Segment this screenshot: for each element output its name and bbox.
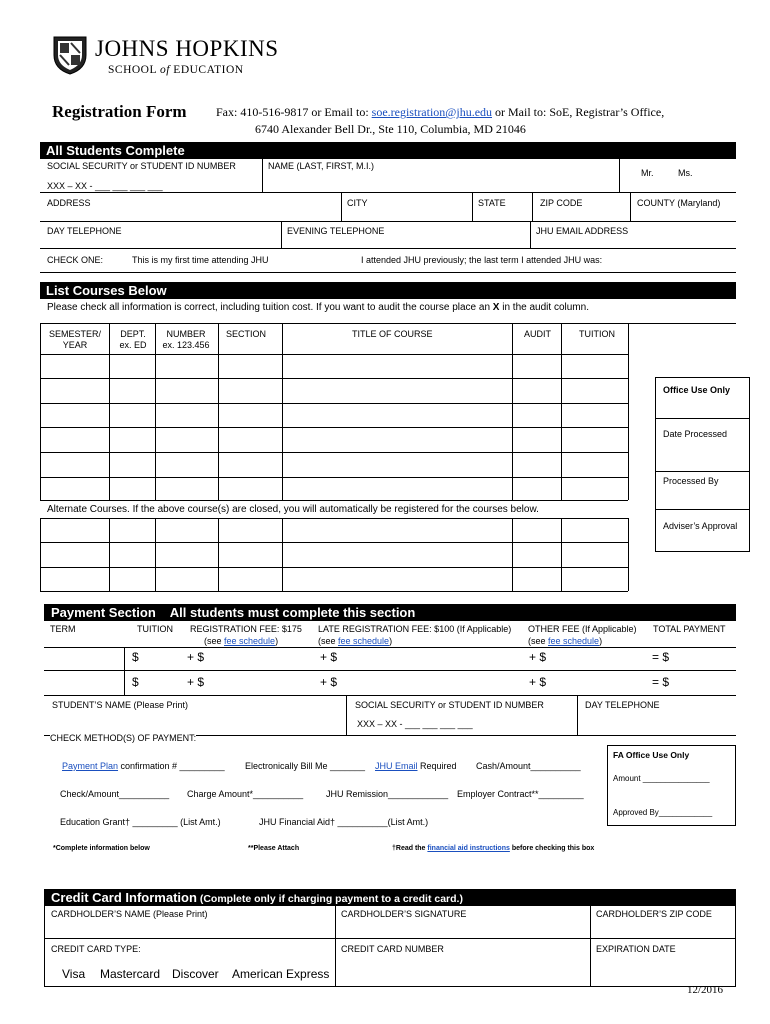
form-revision-date: 12/2016 — [687, 984, 724, 996]
fa-amount-label: Amount _______________ — [613, 774, 710, 783]
other-fee-plus-2: + $ — [529, 675, 547, 689]
charge-amount-option[interactable]: Charge Amount*__________ — [187, 789, 304, 799]
reg-fee-plus-2: + $ — [187, 675, 205, 689]
jhu-email-link[interactable]: JHU Email — [375, 761, 418, 771]
day-phone-label: DAY TELEPHONE — [47, 226, 122, 236]
section-header-credit: Credit Card Information (Complete only if charging payment to a credit card.) — [44, 889, 736, 906]
ssn-label: SOCIAL SECURITY or STUDENT ID NUMBER — [47, 161, 236, 171]
note-financial-aid: †Read the financial aid instructions before checking this box — [392, 845, 595, 852]
col-dept: DEPT. ex. ED — [119, 329, 147, 350]
county-label: COUNTY (Maryland) — [637, 198, 721, 208]
school-name: SCHOOL of EDUCATION — [108, 64, 244, 76]
term-label: TERM — [50, 624, 76, 634]
university-shield-logo — [52, 35, 88, 75]
attended-previously-option[interactable]: I attended JHU previously; the last term I attended JHU was: — [361, 255, 603, 265]
other-fee-label: OTHER FEE (If Applicable) — [528, 624, 637, 634]
bill-me-option[interactable]: Electronically Bill Me _______ — [245, 761, 366, 771]
payment-day-phone-label: DAY TELEPHONE — [585, 700, 660, 710]
reg-fee-plus-1: + $ — [187, 650, 205, 664]
section-header-payment: Payment Section All students must complete this section — [44, 604, 736, 621]
tuition-label: TUITION — [137, 624, 173, 634]
first-time-option[interactable]: This is my first time attending JHU — [132, 255, 269, 265]
total-eq-1: = $ — [652, 650, 670, 664]
expiration-label: EXPIRATION DATE — [596, 944, 676, 954]
col-number: NUMBER ex. 123.456 — [162, 329, 210, 350]
date-processed-label: Date Processed — [663, 429, 728, 439]
city-label: CITY — [347, 198, 368, 208]
jhu-email-label: JHU EMAIL ADDRESS — [536, 226, 629, 236]
total-eq-2: = $ — [652, 675, 670, 689]
zip-label: ZIP CODE — [540, 198, 583, 208]
payment-plan-option[interactable]: Payment Plan confirmation # _________ — [62, 761, 225, 771]
tuition-dollar-2: $ — [132, 675, 139, 689]
note-attach: **Please Attach — [248, 845, 300, 852]
other-fee-plus-1: + $ — [529, 650, 547, 664]
check-one-label: CHECK ONE: — [47, 255, 104, 265]
ms-option[interactable]: Ms. — [678, 168, 693, 178]
payment-methods-label: CHECK METHOD(S) OF PAYMENT: — [50, 733, 197, 743]
reg-fee-schedule: (see fee schedule) — [204, 636, 279, 646]
ssn-format: XXX – XX - ___ ___ ___ ___ — [47, 181, 163, 191]
jhu-email-required: JHU Email Required — [375, 761, 457, 771]
fee-schedule-link[interactable]: fee schedule — [338, 636, 390, 646]
fa-office-title: FA Office Use Only — [613, 750, 690, 760]
processed-by-label: Processed By — [663, 476, 719, 486]
payment-plan-link[interactable]: Payment Plan — [62, 761, 119, 771]
org-name: JOHNS HOPKINS — [95, 36, 279, 61]
education-grant-option[interactable]: Education Grant† _________ (List Amt.) — [60, 817, 221, 827]
name-label: NAME (LAST, FIRST, M.I.) — [268, 161, 375, 171]
financial-aid-instructions-link[interactable]: financial aid instructions — [427, 845, 510, 852]
email-link[interactable]: soe.registration@jhu.edu — [371, 105, 493, 119]
payment-ssn-format: XXX – XX - ___ ___ ___ ___ — [357, 719, 473, 729]
late-fee-label: LATE REGISTRATION FEE: $100 (If Applicable) — [318, 624, 512, 634]
fee-schedule-link[interactable]: fee schedule — [224, 636, 276, 646]
alternate-courses-note: Alternate Courses. If the above course(s) are closed, you will automatically be registered for the courses below. — [47, 504, 539, 515]
office-use-title: Office Use Only — [663, 385, 731, 395]
note-complete-info: *Complete information below — [53, 845, 150, 852]
total-payment-label: TOTAL PAYMENT — [653, 624, 726, 634]
adviser-approval-label: Adviser’s Approval — [663, 521, 738, 531]
mr-option[interactable]: Mr. — [641, 168, 654, 178]
late-fee-plus-1: + $ — [320, 650, 338, 664]
fa-approved-label: Approved By____________ — [613, 808, 713, 817]
jhu-remission-option[interactable]: JHU Remission____________ — [326, 789, 449, 799]
courses-instructions: Please check all information is correct, including tuition cost. If you want to audit the course place an X in the audit column. — [47, 302, 589, 313]
col-title: TITLE OF COURSE — [352, 329, 433, 339]
form-title: Registration Form — [52, 102, 187, 121]
col-audit: AUDIT — [524, 329, 551, 339]
visa-option[interactable]: Visa — [62, 967, 86, 981]
section-header-students: All Students Complete — [40, 142, 736, 159]
evening-phone-label: EVENING TELEPHONE — [287, 226, 385, 236]
financial-aid-option[interactable]: JHU Financial Aid† __________(List Amt.) — [259, 817, 429, 827]
col-semester: SEMESTER/ YEAR — [49, 329, 102, 350]
cardholder-signature-label: CARDHOLDER’S SIGNATURE — [341, 909, 467, 919]
section-header-courses: List Courses Below — [40, 282, 736, 299]
amex-option[interactable]: American Express — [232, 967, 330, 981]
cardholder-zip-label: CARDHOLDER’S ZIP CODE — [596, 909, 712, 919]
payment-ssn-label: SOCIAL SECURITY or STUDENT ID NUMBER — [355, 700, 544, 710]
late-fee-plus-2: + $ — [320, 675, 338, 689]
card-number-label: CREDIT CARD NUMBER — [341, 944, 444, 954]
employer-contract-option[interactable]: Employer Contract**_________ — [457, 789, 584, 799]
late-fee-schedule: (see fee schedule) — [318, 636, 393, 646]
col-section: SECTION — [226, 329, 267, 339]
discover-option[interactable]: Discover — [172, 967, 219, 981]
address-label: ADDRESS — [47, 198, 91, 208]
fee-schedule-link[interactable]: fee schedule — [548, 636, 600, 646]
cash-option[interactable]: Cash/Amount__________ — [476, 761, 581, 771]
card-type-label: CREDIT CARD TYPE: — [51, 944, 141, 954]
col-tuition: TUITION — [579, 329, 615, 339]
other-fee-schedule: (see fee schedule) — [528, 636, 603, 646]
mail-address: 6740 Alexander Bell Dr., Ste 110, Columbia, MD 21046 — [255, 122, 526, 136]
fax-line: Fax: 410-516-9817 or Email to: soe.registration@jhu.edu or Mail to: SoE, Registrar’s Office, — [216, 105, 665, 119]
check-amount-option[interactable]: Check/Amount__________ — [60, 789, 170, 799]
reg-fee-label: REGISTRATION FEE: $175 — [190, 624, 302, 634]
student-name-label: STUDENT’S NAME (Please Print) — [52, 700, 189, 710]
mastercard-option[interactable]: Mastercard — [100, 967, 161, 981]
state-label: STATE — [478, 198, 506, 208]
cardholder-name-label: CARDHOLDER’S NAME (Please Print) — [51, 909, 208, 919]
tuition-dollar-1: $ — [132, 650, 139, 664]
